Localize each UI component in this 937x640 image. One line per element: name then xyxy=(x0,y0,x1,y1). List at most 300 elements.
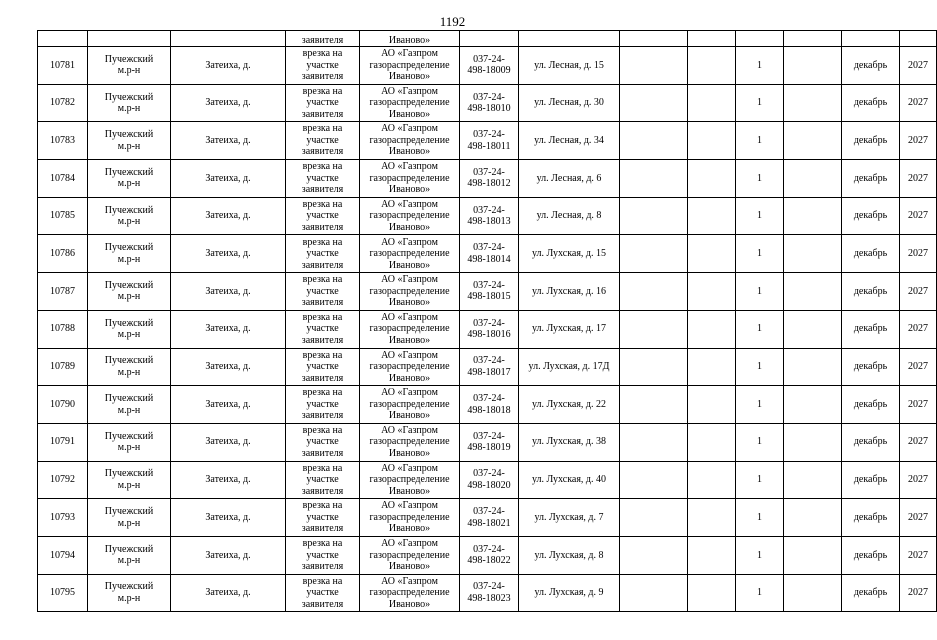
cell-district-line: Пучежский xyxy=(104,204,154,216)
cell-organization xyxy=(360,536,460,574)
cell-code-line: 498-18015 xyxy=(467,291,511,303)
cell-col8 xyxy=(620,461,688,499)
cell-month: декабрь xyxy=(842,574,900,612)
cell-code-line: 037-24- xyxy=(473,543,505,555)
cell-code-line: 498-18018 xyxy=(467,404,511,416)
cell-method xyxy=(286,160,360,198)
cell-method-line: участке xyxy=(306,134,339,146)
cell-method xyxy=(286,235,360,273)
cell-organization-line: АО «Газпром xyxy=(381,349,438,361)
cell-organization xyxy=(360,273,460,311)
cell-year: 2027 xyxy=(900,47,937,85)
cell-code xyxy=(460,47,519,85)
cell-organization-line: газораспределение xyxy=(369,436,450,448)
cell-method-line: заявителя xyxy=(301,598,344,610)
cell-method: заявителя xyxy=(286,31,360,47)
cell-code-line: 037-24- xyxy=(473,204,505,216)
cell-locality: Затеиха, д. xyxy=(171,386,286,424)
cell-address: ул. Лесная, д. 6 xyxy=(519,160,620,198)
cell-locality: Затеиха, д. xyxy=(171,160,286,198)
cell-num: 10792 xyxy=(38,461,88,499)
cell-district-line: м.р-н xyxy=(117,555,141,567)
table-body xyxy=(38,31,937,612)
cell-col8 xyxy=(620,31,688,47)
cell-qty: 1 xyxy=(736,461,784,499)
cell-qty: 1 xyxy=(736,423,784,461)
cell-district-line: м.р-н xyxy=(117,178,141,190)
cell-organization xyxy=(360,197,460,235)
cell-organization-line: АО «Газпром xyxy=(381,48,438,60)
cell-col9 xyxy=(688,31,736,47)
cell-organization xyxy=(360,310,460,348)
cell-col9 xyxy=(688,84,736,122)
cell-address: ул. Лесная, д. 30 xyxy=(519,84,620,122)
cell-method-line: врезка на xyxy=(302,387,343,399)
cell-code xyxy=(460,499,519,537)
cell-code-line: 498-18010 xyxy=(467,103,511,115)
cell-year: 2027 xyxy=(900,197,937,235)
cell-col9 xyxy=(688,423,736,461)
cell-code-line: 498-18019 xyxy=(467,442,511,454)
cell-month: декабрь xyxy=(842,160,900,198)
cell-method-line: участке xyxy=(306,436,339,448)
cell-col9 xyxy=(688,499,736,537)
cell-method-line: заявителя xyxy=(301,184,344,196)
cell-code-line: 498-18022 xyxy=(467,555,511,567)
cell-col11 xyxy=(784,423,842,461)
cell-method-line: врезка на xyxy=(302,311,343,323)
cell-organization xyxy=(360,348,460,386)
cell-method-line: участке xyxy=(306,323,339,335)
cell-col8 xyxy=(620,310,688,348)
cell-num: 10787 xyxy=(38,273,88,311)
cell-col11 xyxy=(784,574,842,612)
cell-year: 2027 xyxy=(900,461,937,499)
cell-col9 xyxy=(688,122,736,160)
cell-code-line: 037-24- xyxy=(473,53,505,65)
cell-qty: 1 xyxy=(736,84,784,122)
cell-organization-line: Иваново» xyxy=(388,485,431,497)
cell-num: 10783 xyxy=(38,122,88,160)
cell-month: декабрь xyxy=(842,235,900,273)
cell-num: 10786 xyxy=(38,235,88,273)
cell-method-line: врезка на xyxy=(302,236,343,248)
cell-num: 10781 xyxy=(38,47,88,85)
cell-code-line: 498-18009 xyxy=(467,65,511,77)
cell-code-line: 037-24- xyxy=(473,430,505,442)
cell-code xyxy=(460,160,519,198)
cell-district-line: м.р-н xyxy=(117,253,141,265)
cell-district-line: м.р-н xyxy=(117,216,141,228)
cell-district xyxy=(88,423,171,461)
cell-address: ул. Лухская, д. 40 xyxy=(519,461,620,499)
cell-organization-line: Иваново» xyxy=(388,184,431,196)
cell-method xyxy=(286,536,360,574)
cell-organization-line: АО «Газпром xyxy=(381,198,438,210)
cell-year: 2027 xyxy=(900,235,937,273)
cell-district-line: Пучежский xyxy=(104,581,154,593)
cell-district xyxy=(88,536,171,574)
cell-col8 xyxy=(620,273,688,311)
cell-method-line: врезка на xyxy=(302,575,343,587)
cell-method-line: заявителя xyxy=(301,372,344,384)
table-row xyxy=(38,461,937,499)
cell-year: 2027 xyxy=(900,348,937,386)
cell-col11 xyxy=(784,348,842,386)
cell-code xyxy=(460,574,519,612)
cell-year: 2027 xyxy=(900,386,937,424)
cell-district xyxy=(88,348,171,386)
cell-locality xyxy=(171,31,286,47)
cell-address: ул. Лесная, д. 8 xyxy=(519,197,620,235)
cell-num: 10784 xyxy=(38,160,88,198)
cell-district xyxy=(88,310,171,348)
cell-col8 xyxy=(620,84,688,122)
cell-col8 xyxy=(620,235,688,273)
cell-district xyxy=(88,122,171,160)
cell-district xyxy=(88,499,171,537)
cell-district-line: Пучежский xyxy=(104,506,154,518)
cell-organization xyxy=(360,47,460,85)
cell-organization-line: Иваново» xyxy=(388,108,431,120)
cell-address: ул. Лухская, д. 17Д xyxy=(519,348,620,386)
cell-num: 10790 xyxy=(38,386,88,424)
cell-locality: Затеиха, д. xyxy=(171,47,286,85)
cell-method-line: участке xyxy=(306,248,339,260)
cell-qty: 1 xyxy=(736,122,784,160)
cell-district-line: Пучежский xyxy=(104,355,154,367)
cell-month: декабрь xyxy=(842,461,900,499)
cell-organization-line: АО «Газпром xyxy=(381,538,438,550)
cell-code xyxy=(460,348,519,386)
cell-method-line: участке xyxy=(306,511,339,523)
cell-year: 2027 xyxy=(900,574,937,612)
cell-code-line: 037-24- xyxy=(473,129,505,141)
cell-method-line: заявителя xyxy=(301,447,344,459)
cell-col11 xyxy=(784,47,842,85)
cell-code-line: 498-18011 xyxy=(467,140,511,152)
cell-method-line: врезка на xyxy=(302,274,343,286)
cell-num: 10789 xyxy=(38,348,88,386)
cell-month: декабрь xyxy=(842,197,900,235)
cell-method-line: участке xyxy=(306,474,339,486)
cell-district-line: Пучежский xyxy=(104,393,154,405)
cell-locality: Затеиха, д. xyxy=(171,348,286,386)
cell-col11 xyxy=(784,197,842,235)
cell-qty: 1 xyxy=(736,273,784,311)
cell-organization xyxy=(360,122,460,160)
cell-organization-line: газораспределение xyxy=(369,210,450,222)
table-row-continued xyxy=(38,31,937,47)
cell-col9 xyxy=(688,536,736,574)
cell-num: 10791 xyxy=(38,423,88,461)
cell-method xyxy=(286,499,360,537)
cell-code xyxy=(460,423,519,461)
cell-organization-line: газораспределение xyxy=(369,323,450,335)
cell-col8 xyxy=(620,499,688,537)
cell-organization xyxy=(360,574,460,612)
cell-address: ул. Лесная, д. 15 xyxy=(519,47,620,85)
cell-organization-line: газораспределение xyxy=(369,134,450,146)
cell-locality: Затеиха, д. xyxy=(171,536,286,574)
cell-organization-line: АО «Газпром xyxy=(381,575,438,587)
cell-col9 xyxy=(688,386,736,424)
cell-code-line: 037-24- xyxy=(473,355,505,367)
cell-code-line: 498-18023 xyxy=(467,592,511,604)
cell-method-line: участке xyxy=(306,398,339,410)
cell-organization-line: Иваново» xyxy=(388,561,431,573)
cell-num xyxy=(38,31,88,47)
cell-col9 xyxy=(688,348,736,386)
cell-method-line: врезка на xyxy=(302,462,343,474)
cell-col9 xyxy=(688,160,736,198)
cell-month: декабрь xyxy=(842,310,900,348)
cell-address: ул. Лесная, д. 34 xyxy=(519,122,620,160)
table-row xyxy=(38,235,937,273)
cell-organization-line: Иваново» xyxy=(388,598,431,610)
cell-method-line: участке xyxy=(306,59,339,71)
cell-district-line: Пучежский xyxy=(104,242,154,254)
cell-col11 xyxy=(784,160,842,198)
cell-col9 xyxy=(688,574,736,612)
cell-organization-line: газораспределение xyxy=(369,398,450,410)
cell-code-line: 037-24- xyxy=(473,279,505,291)
cell-col11 xyxy=(784,273,842,311)
cell-locality: Затеиха, д. xyxy=(171,574,286,612)
table-row xyxy=(38,499,937,537)
cell-district-line: м.р-н xyxy=(117,291,141,303)
cell-year: 2027 xyxy=(900,122,937,160)
table-row xyxy=(38,197,937,235)
cell-num: 10793 xyxy=(38,499,88,537)
cell-method-line: врезка на xyxy=(302,123,343,135)
cell-method-line: врезка на xyxy=(302,500,343,512)
cell-code xyxy=(460,197,519,235)
cell-district-line: м.р-н xyxy=(117,592,141,604)
cell-method xyxy=(286,273,360,311)
cell-col9 xyxy=(688,197,736,235)
cell-organization-line: газораспределение xyxy=(369,361,450,373)
cell-organization-line: АО «Газпром xyxy=(381,161,438,173)
cell-district xyxy=(88,84,171,122)
cell-code xyxy=(460,84,519,122)
cell-address xyxy=(519,31,620,47)
cell-organization-line: АО «Газпром xyxy=(381,123,438,135)
cell-locality: Затеиха, д. xyxy=(171,423,286,461)
cell-method xyxy=(286,348,360,386)
cell-district-line: м.р-н xyxy=(117,442,141,454)
cell-organization: Иваново» xyxy=(360,31,460,47)
cell-method-line: врезка на xyxy=(302,424,343,436)
cell-code-line: 037-24- xyxy=(473,581,505,593)
cell-code-line: 498-18021 xyxy=(467,517,511,529)
cell-district-line: м.р-н xyxy=(117,329,141,341)
cell-method-line: участке xyxy=(306,587,339,599)
cell-locality: Затеиха, д. xyxy=(171,310,286,348)
cell-num: 10782 xyxy=(38,84,88,122)
cell-organization xyxy=(360,235,460,273)
cell-month: декабрь xyxy=(842,84,900,122)
cell-col8 xyxy=(620,423,688,461)
cell-method-line: врезка на xyxy=(302,349,343,361)
cell-organization-line: Иваново» xyxy=(388,297,431,309)
cell-organization-line: газораспределение xyxy=(369,97,450,109)
cell-address: ул. Лухская, д. 9 xyxy=(519,574,620,612)
cell-method-line: врезка на xyxy=(302,538,343,550)
cell-year: 2027 xyxy=(900,536,937,574)
cell-district-line: Пучежский xyxy=(104,166,154,178)
cell-method-line: участке xyxy=(306,361,339,373)
cell-code-line: 037-24- xyxy=(473,91,505,103)
cell-code-line: 037-24- xyxy=(473,468,505,480)
cell-organization-line: АО «Газпром xyxy=(381,311,438,323)
cell-code xyxy=(460,310,519,348)
cell-district-line: м.р-н xyxy=(117,366,141,378)
cell-col8 xyxy=(620,536,688,574)
cell-district-line: Пучежский xyxy=(104,430,154,442)
cell-district xyxy=(88,160,171,198)
cell-organization-line: газораспределение xyxy=(369,474,450,486)
table-row xyxy=(38,47,937,85)
cell-code xyxy=(460,386,519,424)
cell-method-line: заявителя xyxy=(301,334,344,346)
cell-col8 xyxy=(620,348,688,386)
cell-col8 xyxy=(620,122,688,160)
cell-month: декабрь xyxy=(842,47,900,85)
cell-address: ул. Лухская, д. 17 xyxy=(519,310,620,348)
cell-code xyxy=(460,461,519,499)
cell-method-line: врезка на xyxy=(302,198,343,210)
cell-col9 xyxy=(688,47,736,85)
cell-month: декабрь xyxy=(842,386,900,424)
cell-code-line: 498-18017 xyxy=(467,366,511,378)
cell-address: ул. Лухская, д. 22 xyxy=(519,386,620,424)
cell-district-line: Пучежский xyxy=(104,53,154,65)
cell-month: декабрь xyxy=(842,348,900,386)
table-row xyxy=(38,574,937,612)
registry-table xyxy=(37,30,937,612)
cell-district xyxy=(88,574,171,612)
cell-col9 xyxy=(688,461,736,499)
cell-method-line: заявителя xyxy=(301,523,344,535)
cell-organization xyxy=(360,84,460,122)
cell-method-line: участке xyxy=(306,97,339,109)
cell-organization xyxy=(360,499,460,537)
cell-organization-line: газораспределение xyxy=(369,511,450,523)
table-row xyxy=(38,423,937,461)
cell-address: ул. Лухская, д. 7 xyxy=(519,499,620,537)
cell-month: декабрь xyxy=(842,499,900,537)
cell-col9 xyxy=(688,273,736,311)
cell-district xyxy=(88,273,171,311)
table-row xyxy=(38,84,937,122)
cell-address: ул. Лухская, д. 38 xyxy=(519,423,620,461)
cell-district-line: м.р-н xyxy=(117,103,141,115)
cell-method xyxy=(286,574,360,612)
cell-organization-line: газораспределение xyxy=(369,549,450,561)
cell-district xyxy=(88,461,171,499)
cell-locality: Затеиха, д. xyxy=(171,122,286,160)
cell-organization-line: газораспределение xyxy=(369,59,450,71)
cell-code xyxy=(460,122,519,160)
cell-organization-line: Иваново» xyxy=(388,221,431,233)
cell-code-line: 037-24- xyxy=(473,242,505,254)
cell-organization xyxy=(360,461,460,499)
cell-locality: Затеиха, д. xyxy=(171,235,286,273)
cell-district xyxy=(88,235,171,273)
cell-code-line: 037-24- xyxy=(473,166,505,178)
cell-method xyxy=(286,386,360,424)
table-row xyxy=(38,386,937,424)
cell-col11 xyxy=(784,536,842,574)
cell-locality: Затеиха, д. xyxy=(171,273,286,311)
cell-organization-line: Иваново» xyxy=(388,334,431,346)
cell-organization-line: Иваново» xyxy=(388,71,431,83)
cell-qty: 1 xyxy=(736,197,784,235)
cell-code-line: 037-24- xyxy=(473,317,505,329)
cell-locality: Затеиха, д. xyxy=(171,197,286,235)
cell-col8 xyxy=(620,160,688,198)
cell-address: ул. Лухская, д. 16 xyxy=(519,273,620,311)
cell-col11 xyxy=(784,84,842,122)
cell-method xyxy=(286,122,360,160)
cell-col11 xyxy=(784,461,842,499)
cell-qty: 1 xyxy=(736,499,784,537)
cell-locality: Затеиха, д. xyxy=(171,499,286,537)
cell-method xyxy=(286,197,360,235)
cell-organization-line: Иваново» xyxy=(388,523,431,535)
cell-district xyxy=(88,386,171,424)
table-row xyxy=(38,273,937,311)
cell-method-line: заявителя xyxy=(301,71,344,83)
cell-col8 xyxy=(620,197,688,235)
cell-district-line: Пучежский xyxy=(104,317,154,329)
cell-qty: 1 xyxy=(736,386,784,424)
cell-method xyxy=(286,423,360,461)
cell-qty: 1 xyxy=(736,536,784,574)
cell-district-line: Пучежский xyxy=(104,279,154,291)
cell-organization-line: Иваново» xyxy=(388,447,431,459)
cell-num: 10785 xyxy=(38,197,88,235)
cell-district-line: Пучежский xyxy=(104,129,154,141)
cell-organization-line: АО «Газпром xyxy=(381,462,438,474)
cell-qty: 1 xyxy=(736,348,784,386)
cell-method-line: врезка на xyxy=(302,48,343,60)
cell-col8 xyxy=(620,574,688,612)
cell-code-line: 498-18020 xyxy=(467,479,511,491)
cell-district xyxy=(88,31,171,47)
cell-code-line: 498-18012 xyxy=(467,178,511,190)
cell-district xyxy=(88,47,171,85)
cell-method-line: участке xyxy=(306,210,339,222)
cell-organization-line: АО «Газпром xyxy=(381,85,438,97)
cell-col11 xyxy=(784,386,842,424)
cell-method xyxy=(286,461,360,499)
cell-locality: Затеиха, д. xyxy=(171,461,286,499)
cell-district-line: Пучежский xyxy=(104,91,154,103)
cell-month: декабрь xyxy=(842,273,900,311)
cell-year: 2027 xyxy=(900,160,937,198)
cell-method xyxy=(286,310,360,348)
cell-organization-line: АО «Газпром xyxy=(381,274,438,286)
cell-qty: 1 xyxy=(736,47,784,85)
cell-qty xyxy=(736,31,784,47)
cell-col11 xyxy=(784,310,842,348)
cell-month: декабрь xyxy=(842,122,900,160)
cell-method-line: заявителя xyxy=(301,561,344,573)
cell-col11 xyxy=(784,235,842,273)
cell-method-line: заявителя xyxy=(301,259,344,271)
